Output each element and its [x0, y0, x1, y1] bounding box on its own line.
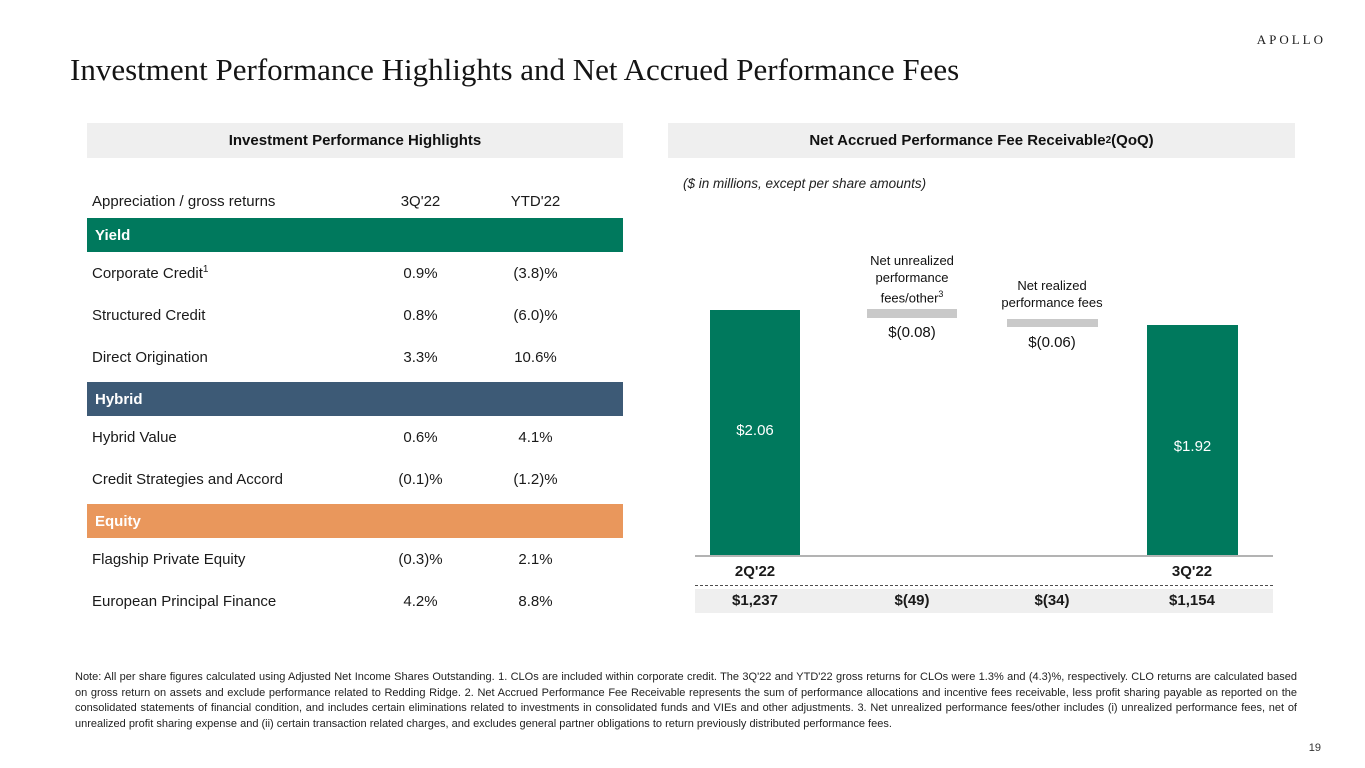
- dashed-divider: [695, 585, 1273, 586]
- segment-value-net-realized: $(0.06): [1028, 334, 1076, 351]
- table-row: [87, 294, 623, 336]
- row-q-value: (0.1)%: [398, 470, 443, 488]
- total-2q22: $1,237: [732, 592, 778, 609]
- row-ytd-value: (3.8)%: [513, 264, 558, 282]
- row-ytd-value: 2.1%: [518, 550, 553, 568]
- section-band-yield: Yield: [87, 218, 623, 252]
- left-panel-header: Investment Performance Highlights: [87, 123, 623, 158]
- segment-footnote-sup: 3: [938, 289, 944, 299]
- row-ytd-value: 4.1%: [518, 428, 553, 446]
- table-row: [87, 458, 623, 500]
- chart-units-note: ($ in millions, except per share amounts): [683, 176, 927, 191]
- column-header-q: 3Q'22: [400, 192, 441, 210]
- row-ytd-value: 8.8%: [518, 592, 553, 610]
- waterfall-chart: [668, 200, 1295, 625]
- row-ytd-value: (1.2)%: [513, 470, 558, 488]
- table-row: [87, 416, 623, 458]
- table-row: [87, 580, 623, 622]
- section-band-equity: Equity: [87, 504, 623, 538]
- table-row: [87, 252, 623, 294]
- table-row: [87, 336, 623, 378]
- row-label: Flagship Private Equity: [92, 551, 246, 568]
- page-number: 19: [1308, 742, 1321, 754]
- row-ytd-value: 10.6%: [514, 348, 557, 366]
- totals-row: [695, 589, 1273, 613]
- x-axis-label-3q22: 3Q'22: [1171, 563, 1213, 580]
- row-label: Direct Origination: [92, 349, 208, 366]
- apollo-logo: APOLLO: [1256, 32, 1326, 47]
- segment-value-net-unrealized: $(0.08): [888, 324, 936, 341]
- row-q-value: 4.2%: [403, 592, 438, 610]
- table-row: [87, 538, 623, 580]
- segment-label-net-unrealized: Net unrealized performance fees/other$^3$: [870, 253, 954, 306]
- total-net-unrealized: $(49): [894, 592, 930, 609]
- segment-net-unrealized: [867, 309, 957, 318]
- bar-3q22: $1.92: [1147, 325, 1238, 555]
- row-label: European Principal Finance: [92, 593, 277, 610]
- bar-2q22: $2.06: [710, 310, 800, 555]
- section-band-hybrid: Hybrid: [87, 382, 623, 416]
- row-q-value: 0.8%: [403, 306, 438, 324]
- total-net-realized: $(34): [1034, 592, 1070, 609]
- row-q-value: 0.6%: [403, 428, 438, 446]
- row-q-value: 3.3%: [403, 348, 438, 366]
- x-axis-label-2q22: 2Q'22: [734, 563, 776, 580]
- row-footnote-sup: 1: [202, 264, 209, 275]
- right-panel-header-suffix: (QoQ): [1111, 132, 1154, 149]
- row-label: Credit Strategies and Accord: [92, 471, 283, 488]
- segment-net-realized: [1007, 319, 1098, 327]
- row-label: Hybrid Value: [92, 429, 177, 446]
- right-panel-header: Net Accrued Performance Fee Receivable 2 (QoQ): [668, 123, 1295, 158]
- row-q-value: 0.9%: [403, 264, 438, 282]
- x-axis-line: [695, 555, 1273, 557]
- segment-label-net-realized: Net realized performance fees: [1001, 278, 1103, 310]
- spacer: [87, 158, 623, 184]
- page-title: Investment Performance Highlights and Net Accrued Performance Fees: [70, 52, 960, 87]
- row-label: Corporate Credit: [92, 265, 203, 282]
- column-header-label: Appreciation / gross returns: [92, 192, 276, 210]
- row-ytd-value: (6.0)%: [513, 306, 558, 324]
- footnote: Note: All per share figures calculated using Adjusted Net Income Shares Outstanding. 1. CLOs are included within corporate credit. The 3Q'22 and YTD'22 gross returns for CLOs were 1.3% and (4.3)%, respectively. CLO returns are calculated based on gross return on assets and exclude performance related to Redding Ridge. 2. Net Accrued Performance Fee Receivable represents the sum of performance allocations and incentive fees receivable, less profit sharing payable as reported on the consolidated statements of financial condition, and includes certain eliminations related to investments in consolidated funds and VIEs and other adjustments. 3. Net unrealized performance fees/other includes (i) unrealized performance fees, net of unrealized profit sharing expense and (ii) certain transaction related charges, and excludes general partner obligations to return previously distributed performance fees.: [75, 671, 1297, 730]
- column-header-ytd: YTD'22: [510, 192, 561, 210]
- investment-performance-table: [87, 123, 623, 622]
- right-panel-header-text: Net Accrued Performance Fee Receivable: [809, 132, 1106, 149]
- table-column-header-row: [87, 184, 623, 218]
- total-3q22: $1,154: [1169, 592, 1215, 609]
- row-q-value: (0.3)%: [398, 550, 443, 568]
- row-label: Structured Credit: [92, 307, 206, 324]
